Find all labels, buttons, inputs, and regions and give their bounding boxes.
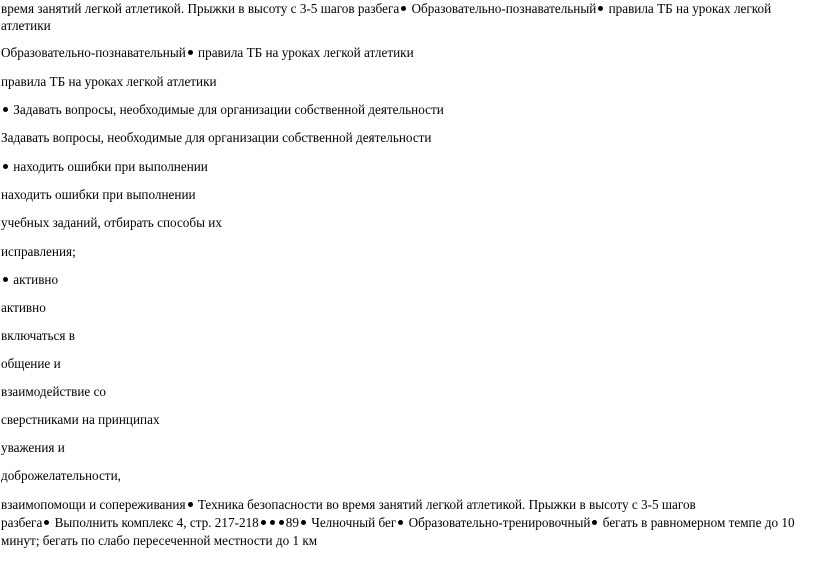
text-line-9: учебных заданий, отбирать способы их xyxy=(1,215,222,230)
bullet-icon xyxy=(598,6,603,11)
bullet-icon xyxy=(44,520,49,525)
bullet-icon xyxy=(3,164,8,169)
text-line-7 xyxy=(1,159,208,175)
text-line-16: сверстниками на принципах xyxy=(1,412,160,427)
text-line-15: взаимодействие со xyxy=(1,384,107,399)
text-seg: Образовательно-познавательный xyxy=(408,1,597,16)
text-seg: правила ТБ на уроках легкой xyxy=(605,1,772,16)
bullet-icon xyxy=(401,6,406,11)
text-line-10: исправления; xyxy=(1,244,76,259)
text-line-19 xyxy=(1,497,696,513)
text-line-12: активно xyxy=(1,300,46,315)
bullet-icon xyxy=(261,520,266,525)
text-seg: разбега xyxy=(1,515,43,530)
text-seg: 89 xyxy=(285,515,299,530)
text-line-18: доброжелательности, xyxy=(1,468,121,483)
text-seg: Техника безопасности во время занятий легкой атлетикой. Прыжки в высоту с 3-5 шагов xyxy=(194,497,696,512)
text-seg: время занятий легкой атлетикой. Прыжки в высоту с 3-5 шагов разбега xyxy=(1,1,400,16)
text-line-2: атлетики xyxy=(1,18,51,33)
text-seg: Образовательно-тренировочный xyxy=(405,515,591,530)
text-seg: Челночный бег xyxy=(307,515,397,530)
text-line-17: уважения и xyxy=(1,440,65,455)
text-seg: Образовательно-познавательный xyxy=(1,45,186,60)
bullet-icon xyxy=(3,277,8,282)
text-line-13: включаться в xyxy=(1,328,75,343)
text-seg: взаимопомощи и сопереживания xyxy=(1,497,186,512)
bullet-icon xyxy=(398,520,403,525)
text-line-20 xyxy=(1,515,795,531)
text-line-21: минут; бегать по слабо пересеченной местности до 1 км xyxy=(1,533,318,548)
text-line-8: находить ошибки при выполнении xyxy=(1,187,196,202)
bullet-icon xyxy=(592,520,597,525)
text-line-4: правила ТБ на уроках легкой атлетики xyxy=(1,74,217,89)
text-seg: активно xyxy=(10,272,59,287)
text-line-3 xyxy=(1,45,414,61)
text-seg: бегать в равномерном темпе до 10 xyxy=(599,515,795,530)
text-line-6: Задавать вопросы, необходимые для организации собственной деятельности xyxy=(1,130,432,145)
text-line-5 xyxy=(1,102,444,118)
bullet-icon xyxy=(188,50,193,55)
text-line-11 xyxy=(1,272,58,288)
text-seg: Выполнить комплекс 4, стр. 217-218 xyxy=(51,515,259,530)
text-seg: Задавать вопросы, необходимые для организации собственной деятельности xyxy=(10,102,444,117)
text-line-14: общение и xyxy=(1,356,61,371)
bullet-icon xyxy=(301,520,306,525)
text-seg: правила ТБ на уроках легкой атлетики xyxy=(194,45,414,60)
text-seg: находить ошибки при выполнении xyxy=(10,159,208,174)
bullet-icon xyxy=(270,520,275,525)
bullet-icon xyxy=(279,520,284,525)
text-line-1 xyxy=(1,1,771,17)
bullet-icon xyxy=(3,107,8,112)
bullet-icon xyxy=(188,502,193,507)
